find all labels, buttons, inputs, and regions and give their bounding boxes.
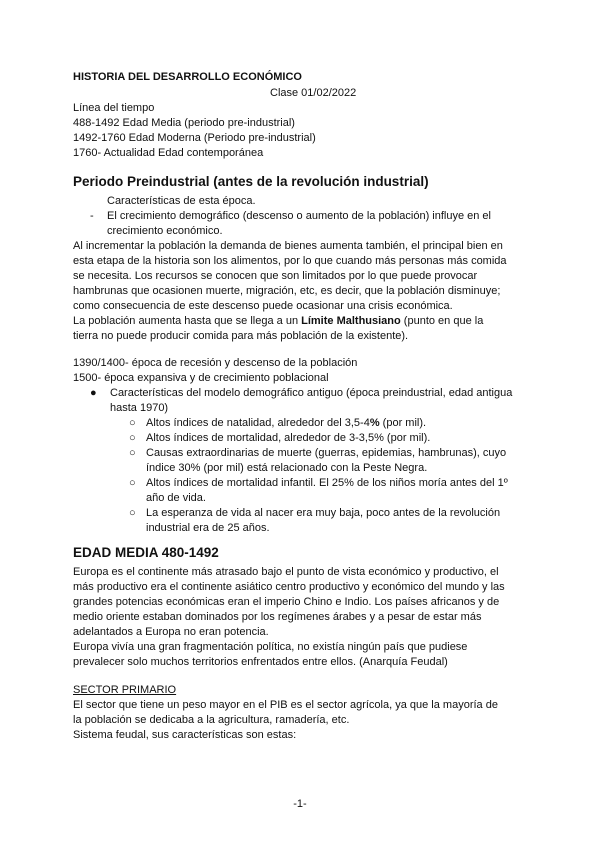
paragraph-text: La población aumenta hasta que se llega a un bbox=[73, 315, 302, 327]
bullet-dot-icon: ● bbox=[90, 387, 97, 399]
page-number: -1- bbox=[293, 798, 307, 810]
malthus-term: Límite Malthusiano bbox=[301, 315, 401, 327]
subsection-heading: SECTOR PRIMARIO bbox=[73, 684, 177, 696]
sub-bullet-text: Altos índices de natalidad, alrededor del 3,5-4 bbox=[146, 417, 370, 429]
sub-bullet-text: (por mil). bbox=[379, 417, 427, 429]
sub-bullet-text: % bbox=[369, 417, 380, 429]
sub-bullet-causes: Causas extraordinarias de muerte (guerras, epidemias, hambrunas), cuyo bbox=[146, 447, 507, 459]
paragraph: Sistema feudal, sus características son estas: bbox=[73, 729, 297, 741]
section-heading: EDAD MEDIA 480-1492 bbox=[73, 545, 219, 560]
document-title: HISTORIA DEL DESARROLLO ECONÓMICO bbox=[73, 71, 302, 83]
sub-bullet-infant: Altos índices de mortalidad infantil. El 25% de los niños moría antes del 1º bbox=[146, 477, 508, 489]
sub-bullet-causes: índice 30% (por mil) está relacionado con la Peste Negra. bbox=[146, 462, 428, 474]
period-line: 1390/1400- época de recesión y descenso de la población bbox=[73, 357, 358, 369]
class-date: Clase 01/02/2022 bbox=[270, 87, 357, 99]
paragraph: Europa es el continente más atrasado bajo el punto de vista económico y productivo, el más productivo era el continente asiático centro productivo y económico del mundo y las grandes potencias económicas eran el imperio Chino e Indio. Los países africanos y de medio oriente estaban dominados por los regímenes árabes y a pesar de estar más adelantados a Europa no eran potencia. bbox=[73, 566, 505, 638]
circle-bullet-icon: ○ bbox=[129, 447, 136, 459]
timeline-heading: Línea del tiempo bbox=[73, 102, 155, 114]
sub-bullet-natality bbox=[146, 416, 426, 431]
dash-item-line: El crecimiento demográfico (descenso o aumento de la población) influye en el bbox=[107, 210, 491, 222]
bullet-line: hasta 1970) bbox=[110, 402, 169, 414]
section-heading: Periodo Preindustrial (antes de la revolución industrial) bbox=[73, 174, 429, 189]
circle-bullet-icon: ○ bbox=[129, 507, 136, 519]
paragraph: Europa vivía una gran fragmentación política, no existía ningún país que pudiese prevalecer solo muchos territorios enfrentados entre ellos. (Anarquía Feudal) bbox=[73, 641, 468, 668]
circle-bullet-icon: ○ bbox=[129, 432, 136, 444]
period-line: 1500- época expansiva y de crecimiento poblacional bbox=[73, 372, 329, 384]
paragraph: El sector que tiene un peso mayor en el PIB es el sector agrícola, ya que la mayoría de la población se dedicaba a la agricultura, ramadería, etc. bbox=[73, 699, 498, 726]
paragraph-malthus bbox=[73, 314, 508, 344]
timeline-item: 1492-1760 Edad Moderna (Periodo pre-industrial) bbox=[73, 132, 316, 144]
timeline-item: 1760- Actualidad Edad contemporánea bbox=[73, 147, 264, 159]
sub-bullet-infant: año de vida. bbox=[146, 492, 206, 504]
bullet-line: Características del modelo demográfico antiguo (época preindustrial, edad antigua bbox=[110, 387, 513, 399]
dash-item-line: crecimiento económico. bbox=[107, 225, 223, 237]
section-intro: Características de esta época. bbox=[107, 195, 256, 207]
sub-bullet-lifespan: La esperanza de vida al nacer era muy baja, poco antes de la revolución bbox=[146, 507, 501, 519]
paragraph-text: (punto en que la tierra no puede producir comida para más población de la existente). bbox=[73, 315, 484, 342]
sub-bullet-lifespan: industrial era de 25 años. bbox=[146, 522, 270, 534]
paragraph: Al incrementar la población la demanda de bienes aumenta también, el principal bien en esta etapa de la historia son los alimentos, por lo que cuando más personas más comida se necesita. Los recursos se conocen que son limitados por lo que puede provocar hambrunas que ocasionen muerte, migración, etc, es decir, que la población disminuye; como consecuencia de este descenso puede ocasionar una crisis económica. bbox=[73, 240, 507, 312]
circle-bullet-icon: ○ bbox=[129, 477, 136, 489]
circle-bullet-icon: ○ bbox=[129, 417, 136, 429]
timeline-item: 488-1492 Edad Media (periodo pre-industrial) bbox=[73, 117, 295, 129]
sub-bullet-mortality: Altos índices de mortalidad, alrededor de 3-3,5% (por mil). bbox=[146, 432, 431, 444]
dash-bullet-icon: - bbox=[90, 210, 94, 222]
